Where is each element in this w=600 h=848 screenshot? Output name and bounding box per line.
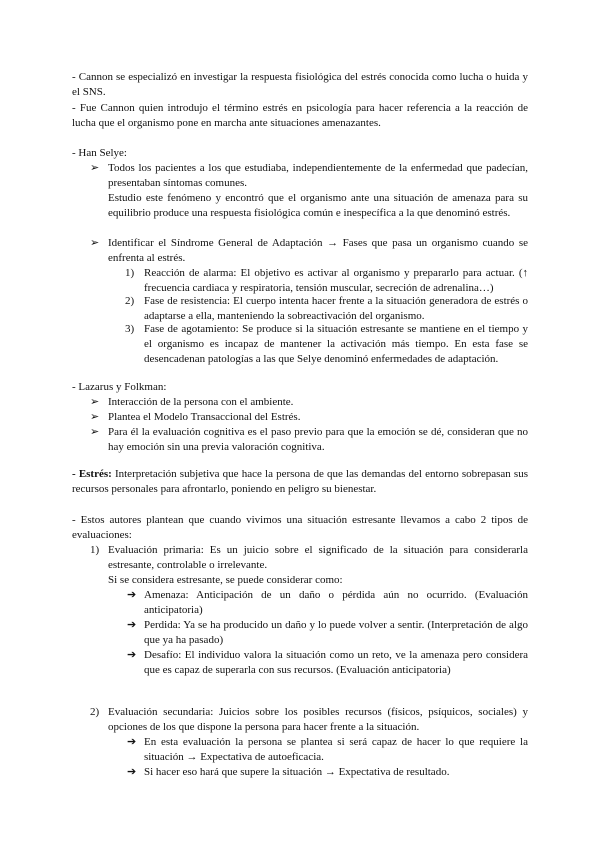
secondary-item-text: En esta evaluación la persona se plantea si será capaz de hacer lo que requiere la situación → Expectativa de autoeficacia. (144, 736, 528, 764)
triangle-bullet-icon: ➢ (90, 426, 100, 438)
evaluation-number: 1) (90, 544, 100, 556)
phase-number: 1) (125, 267, 135, 279)
primary-option-text: Perdida: Ya se ha producido un daño y lo puede volver a sentir. (Interpretación de algo que ya ha pasado) (144, 619, 528, 647)
evaluation-primary-text: Evaluación primaria: Es un juicio sobre el significado de la situación para considerarla estresante, controlable o irrelevante. (108, 544, 528, 572)
paragraph-cannon-1: - Cannon se especializó en investigar la respuesta fisiológica del estrés conocida como lucha o huida y el SNS. (72, 71, 528, 99)
lazarus-bullet-text: Interacción de la persona con el ambiente. (108, 396, 294, 408)
paragraph-cannon-2: - Fue Cannon quien introdujo el término estrés en psicología para hacer referencia a la reacción de lucha que el organismo pone en marcha ante situaciones amenazantes. (72, 102, 528, 130)
lazarus-bullet-text: Plantea el Modelo Transaccional del Estrés. (108, 411, 301, 423)
arrow-bullet-icon: ➔ (127, 619, 137, 631)
phase-number: 3) (125, 323, 135, 335)
triangle-bullet-icon: ➢ (90, 237, 100, 249)
arrow-bullet-icon: ➔ (127, 589, 137, 601)
lazarus-bullet-text: Para él la evaluación cognitiva es el paso previo para que la emoción se dé, consideran que no hay emoción sin una previa valoración cognitiva. (108, 426, 528, 454)
arrow-bullet-icon: ➔ (127, 736, 137, 748)
phase-text: Reacción de alarma: El objetivo es activar al organismo y prepararlo para actuar. (↑ frecuencia cardiaca y respiratoria, tensión muscular, secreción de adrenalina…) (144, 267, 528, 295)
lazarus-heading: - Lazarus y Folkman: (72, 381, 167, 393)
selye-bullet-1-text: Todos los pacientes a los que estudiaba, independientemente de la enfermedad que padecían, presentaban síntomas comunes. (108, 162, 528, 190)
paragraph-evaluaciones: - Estos autores plantean que cuando vivimos una situación estresante llevamos a cabo 2 tipos de evaluaciones: (72, 514, 528, 542)
evaluation-secondary-text: Evaluación secundaria: Juicios sobre los posibles recursos (físicos, psíquicos, sociales) y opciones de los que dispone la persona para hacer frente a la situación. (108, 706, 528, 734)
estres-label: - Estrés: (72, 468, 112, 480)
estres-text: Interpretación subjetiva que hace la persona de que las demandas del entorno sobrepasan sus recursos personales para afrontarlo, poniendo en peligro su bienestar. (72, 468, 528, 496)
triangle-bullet-icon: ➢ (90, 396, 100, 408)
triangle-bullet-icon: ➢ (90, 162, 100, 174)
selye-heading: - Han Selye: (72, 147, 127, 159)
phase-text: Fase de agotamiento: Se produce si la situación estresante se mantiene en el tiempo y el organismo es incapaz de mantener la activación más tiempo. En esta fase se desencadenan patologías a las que Selye denominó enfermedades de adaptación. (144, 323, 528, 366)
evaluation-number: 2) (90, 706, 100, 718)
primary-option-text: Desafío: El individuo valora la situación como un reto, ve la amenaza pero considera que es capaz de superarla con sus recursos. (Evaluación anticipatoria) (144, 649, 528, 677)
secondary-item-text: Si hacer eso hará que supere la situación → Expectativa de resultado. (144, 766, 450, 778)
phase-number: 2) (125, 295, 135, 307)
selye-bullet-1-continuation: Estudio este fenómeno y encontró que el organismo ante una situación de amenaza para su equilibrio produce una respuesta fisiológica común e inespecífica a la que denominó estrés. (108, 192, 528, 220)
primary-option-text: Amenaza: Anticipación de un daño o pérdida aún no ocurrido. (Evaluación anticipatoria) (144, 589, 528, 617)
triangle-bullet-icon: ➢ (90, 411, 100, 423)
evaluation-primary-subtitle: Si se considera estresante, se puede considerar como: (108, 574, 343, 586)
arrow-bullet-icon: ➔ (127, 649, 137, 661)
arrow-bullet-icon: ➔ (127, 766, 137, 778)
estres-definition (72, 467, 528, 497)
phase-text: Fase de resistencia: El cuerpo intenta hacer frente a la situación generadora de estrés o adaptarse a ella, manteniendo la sobreactivación del organismo. (144, 295, 528, 323)
selye-bullet-2-text: Identificar el Síndrome General de Adaptación → Fases que pasa un organismo cuando se enfrenta al estrés. (108, 237, 528, 265)
